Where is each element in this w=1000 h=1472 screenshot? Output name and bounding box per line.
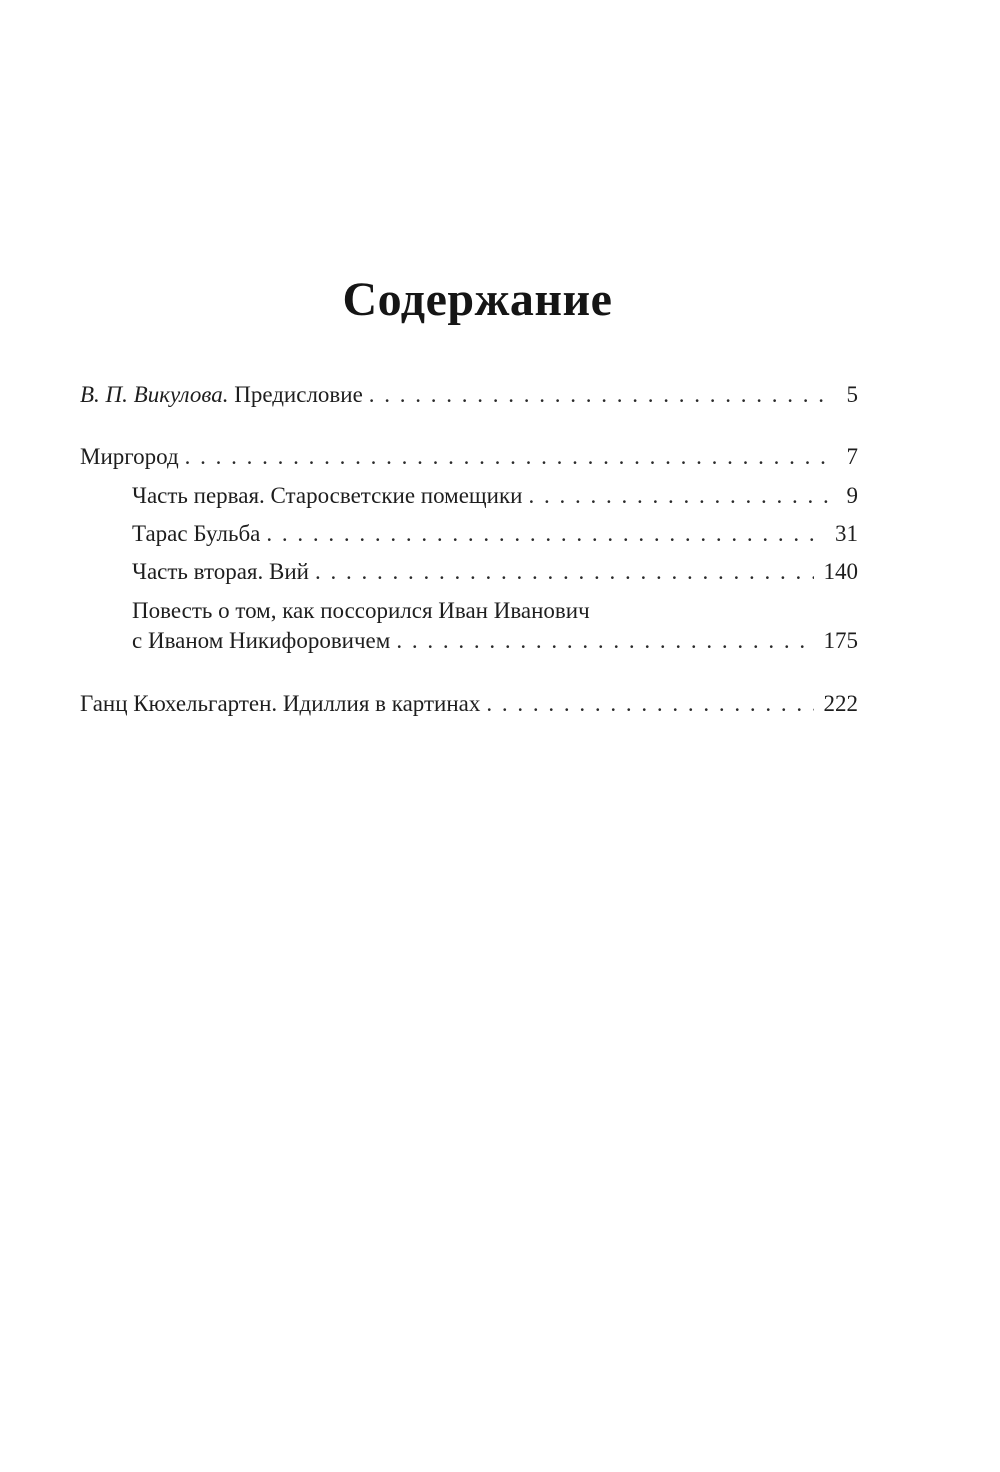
toc-entry-povest-line1: Повесть о том, как поссорился Иван Иванович xyxy=(132,598,590,623)
toc-entry-starosvetskie xyxy=(132,479,858,513)
toc-entry-label: Часть вторая. Вий xyxy=(132,559,309,584)
dot-leader xyxy=(266,517,825,551)
toc-entry-author: В. П. Викулова. xyxy=(80,382,229,407)
toc-entry-page: 5 xyxy=(846,382,858,407)
toc-entry-page: 222 xyxy=(823,691,858,716)
dot-leader xyxy=(528,479,828,513)
toc-entry-preface xyxy=(80,378,858,412)
toc-entry-mirgorod xyxy=(80,440,858,474)
toc-entry-label: Миргород xyxy=(80,444,179,469)
toc-entry-page: 140 xyxy=(823,559,858,584)
toc-entry-label: с Иваном Никифоровичем xyxy=(132,628,391,653)
toc-entry-label: В. П. Викулова. Предисловие xyxy=(80,382,363,407)
toc-entry-label: Ганц Кюхельгартен. Идиллия в картинах xyxy=(80,691,481,716)
dot-leader xyxy=(185,440,828,474)
toc-entry-page: 175 xyxy=(823,628,858,653)
page-title: Содержание xyxy=(342,273,613,326)
toc-entry-label: Тарас Бульба xyxy=(132,521,261,546)
toc-entry-page: 9 xyxy=(846,483,858,508)
toc-entry-taras-bulba xyxy=(132,517,858,551)
dot-leader xyxy=(315,555,814,589)
dot-leader xyxy=(369,378,828,412)
toc-entry-viy xyxy=(132,555,858,589)
toc-entry-page: 7 xyxy=(846,444,858,469)
toc-entry-ganz xyxy=(80,687,858,721)
dot-leader xyxy=(396,624,813,658)
toc-entry-page: 31 xyxy=(835,521,858,546)
toc-entry-povest xyxy=(132,624,858,658)
dot-leader xyxy=(486,687,813,721)
toc-entry-label: Часть первая. Старосветские помещики xyxy=(132,483,523,508)
